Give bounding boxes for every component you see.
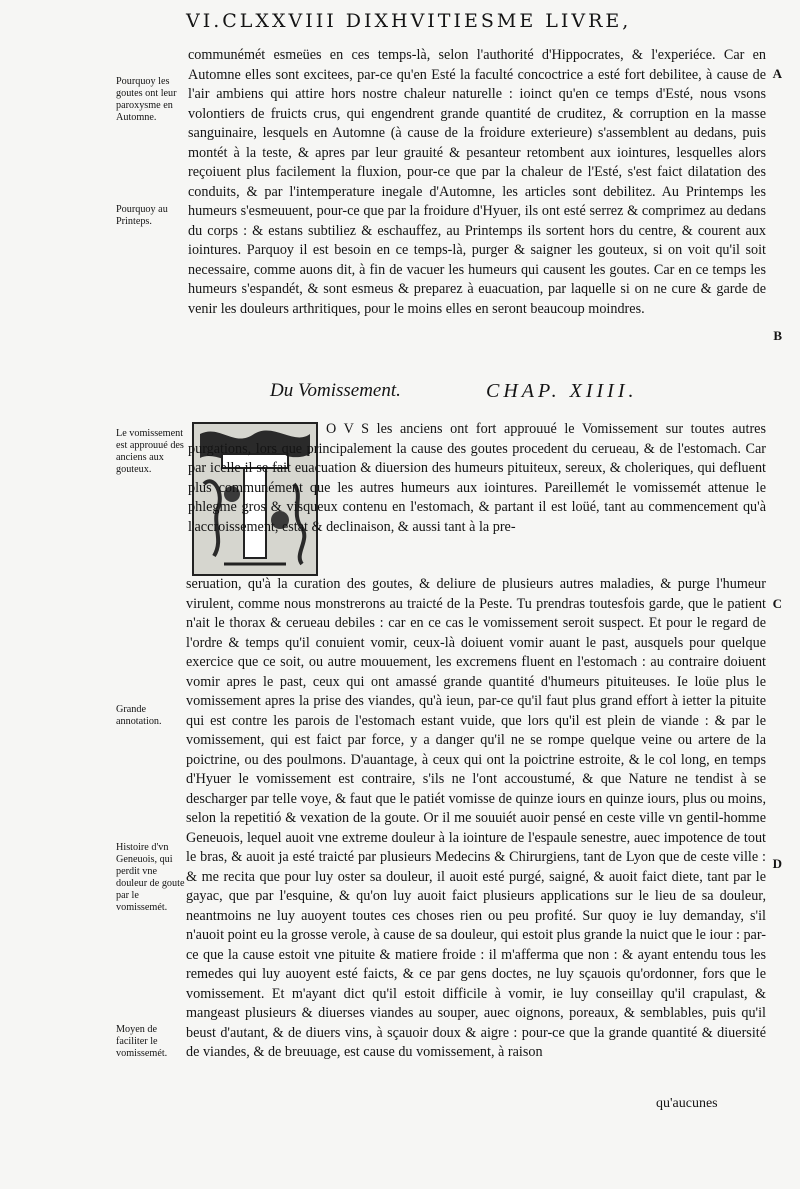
margin-note-autumn: Pourquoy les goutes ont leur paroxysme en Automne.	[116, 76, 177, 123]
running-head: VI.CLXXVIII DIXHVITIESME LIVRE,	[186, 10, 632, 32]
section-letter-c: C	[772, 596, 782, 611]
margin-note-ancients: Le vomissement est approuué des anciens aux gouteux.	[116, 428, 184, 475]
chapter-title: Du Vomissement.	[270, 380, 401, 401]
text-block-main	[186, 575, 766, 1063]
section-letter-d: D	[772, 856, 782, 871]
margin-note-moyen: Moyen de faciliter le vomissemét.	[116, 1024, 168, 1059]
text-block-top	[188, 46, 766, 319]
catchword: qu'aucunes	[656, 1096, 718, 1111]
section-letter-b: B	[773, 328, 782, 343]
margin-note-annotation: Grande annotation.	[116, 704, 162, 727]
section-letter-a: A	[772, 66, 782, 81]
paragraph-seasons: communémét esmeües en ces temps-là, selon l'authorité d'Hippocrates, & l'experiéce. Car en Automne elles sont excitees, par-ce qu'en Esté la faculté concoctrice a esté fort debilitee, à cause de l'air ambiens qui attire hors nostre chaleur naturelle : ioinct qu'en ce temps d'Esté, nous vsons volontiers de fruicts crus, qui engendrent grande quantité de cruditez, & corruption en la masse sanguinaire, lesquels en Automne (à cause de la froidure exterieure) s'assemblent au dedans, puis montét à la teste, & apres par leur grauité & pesanteur retombent aux iointures, lesquelles alors reçoiuent plus facilement la fluxion, pour-ce que par la chaleur de l'Esté, s'est faict dilatation des conduits, & par l'intemperature inegale d'Automne, les articles sont debilitez. Au Printemps les humeurs s'esmeuuent, pour-ce que par la froidure d'Hyuer, ils ont esté serrez & comprimez au dedans du corps : & estans subtiliez & eschauffez, au Printemps ils sortent hors du centre, & courent aux iointures. Parquoy il est besoin en ce temps-là, purger & saigner les gouteux, si on voit qu'il soit necessaire, comme auons dit, à fin de vacuer les humeurs qui causent les goutes. Car en ce temps les humeurs s'espandét, & sont esmeus & preparez à euacuation, par laquelle si on ne cure & garde de venir les douleurs arthritiques, pour le moins elles en seront beaucoup moindres.	[188, 47, 766, 317]
margin-note-genevois: Histoire d'vn Geneuois, qui perdit vne douleur de goute par le vomissemét.	[116, 842, 185, 913]
paragraph-vomiting: seruation, qu'à la curation des goutes, & deliure de plusieurs autres maladies, & purge l'humeur virulent, comme nous monstrerons au traicté de la Peste. Tu prendras toutesfois garde, que le patient n'ait le thorax & cerueau debiles : car en ce cas le vomissement seroit suspect. Et pour le regard de l'ordre & temps qu'il conuient vomir, ceux-là doiuent vomir auant le past, ausquels pour quelque exercice que ce soit, ou autre mouuement, les excremens fluent en l'estomach : au contraire doiuent vomir apres le past, ceux qui ont amassé grande quantité d'humeurs pituiteuses. Ie loüe plus le vomissement apres la prise des viandes, qu'à ieun, par-ce qu'il faut plus grand effort à ietter la pituite qui est contre les parois de l'estomach estant vuide, que lors qu'il est plein de viande : & par le vomissement, qui est faict par force, y a danger qu'il ne se rompe quelque veine ou artere de la poictrine, ou des poulmons. D'auantage, à ceux qui ont la poictrine estroite, & le col long, en temps d'Hyuer le vomissement est contraire, s'ils ne l'ont accoustumé, & que Nature ne tendist à se descharger par telle voye, & faut que le patiét vomisse de quinze iours en quinze iours, plus ou moins, selon la repetitió & vexation de la goute. Or il me souuiét auoir pensé en ceste ville vn gentil-homme Geneuois, lequel auoit vne extreme douleur à la iointure de l'espaule senestre, auec impotence de tout le bras, & auoit ja esté traicté par plusieurs Medecins & Chirurgiens, tant de Lyon que de ceste ville : & me recita que pour luy oster sa douleur, il auoit esté purgé, saigné, & auoit faict diete, tant par le gayac, que par l'esquine, & qu'on luy auoit faict plusieurs applications sur le lieu de sa douleur, neantmoins ne luy auoyent toutes ces choses rien ou peu profité. Sur quoy ie luy demanday, s'il n'auoit point eu la grosse verole, à cause de sa douleur, qui estoit plus grande la nuict que le iour : par-ce que la cause estoit vne pituite & matiere froide : il m'afferma que non : & ayant entendu tous les remedes qui luy auoyent esté faicts, & ce par gens doctes, ne luy sçauois qu'ordonner, fors que le vomissement. Et m'ayant dict qu'il estoit difficile à vomir, ie luy conseillay qu'il crapulast, & mangeast plusieurs & diuerses viandes au souper, auec oignons, poreaux, & semblables, puis qu'il beust d'autant, & de diuers vins, à sçauoir doux & aigre : pour-ce que la grande quantité & diuersité de viandes, & de breuuage, est cause du vomissement, à raison	[186, 576, 766, 1060]
chapter-number: CHAP. XIIII.	[486, 380, 638, 402]
margin-note-spring: Pourquoy au Printeps.	[116, 204, 168, 227]
chapter-heading	[186, 380, 766, 410]
text-block-chapter-opening	[188, 420, 766, 537]
paragraph-chapter-opening: O V S les anciens ont fort approuué le Vomissement sur toutes autres purgations, lors que principalement la cause des goutes procedent du cerueau, & de l'estomach. Car par icelle il se fait euacuation & diuersion des humeurs pituiteux, sereux, & choleriques, qui defluent plus communément que les autres humeurs aux iointures. Pareillemét le vomissemét attenue le phlegme gros & visqueux contenu en l'estomach, & partant il est loüé, tant au commencement qu'à l'accroissement, estat & declinaison, & aussi tant à la pre-	[188, 421, 766, 535]
